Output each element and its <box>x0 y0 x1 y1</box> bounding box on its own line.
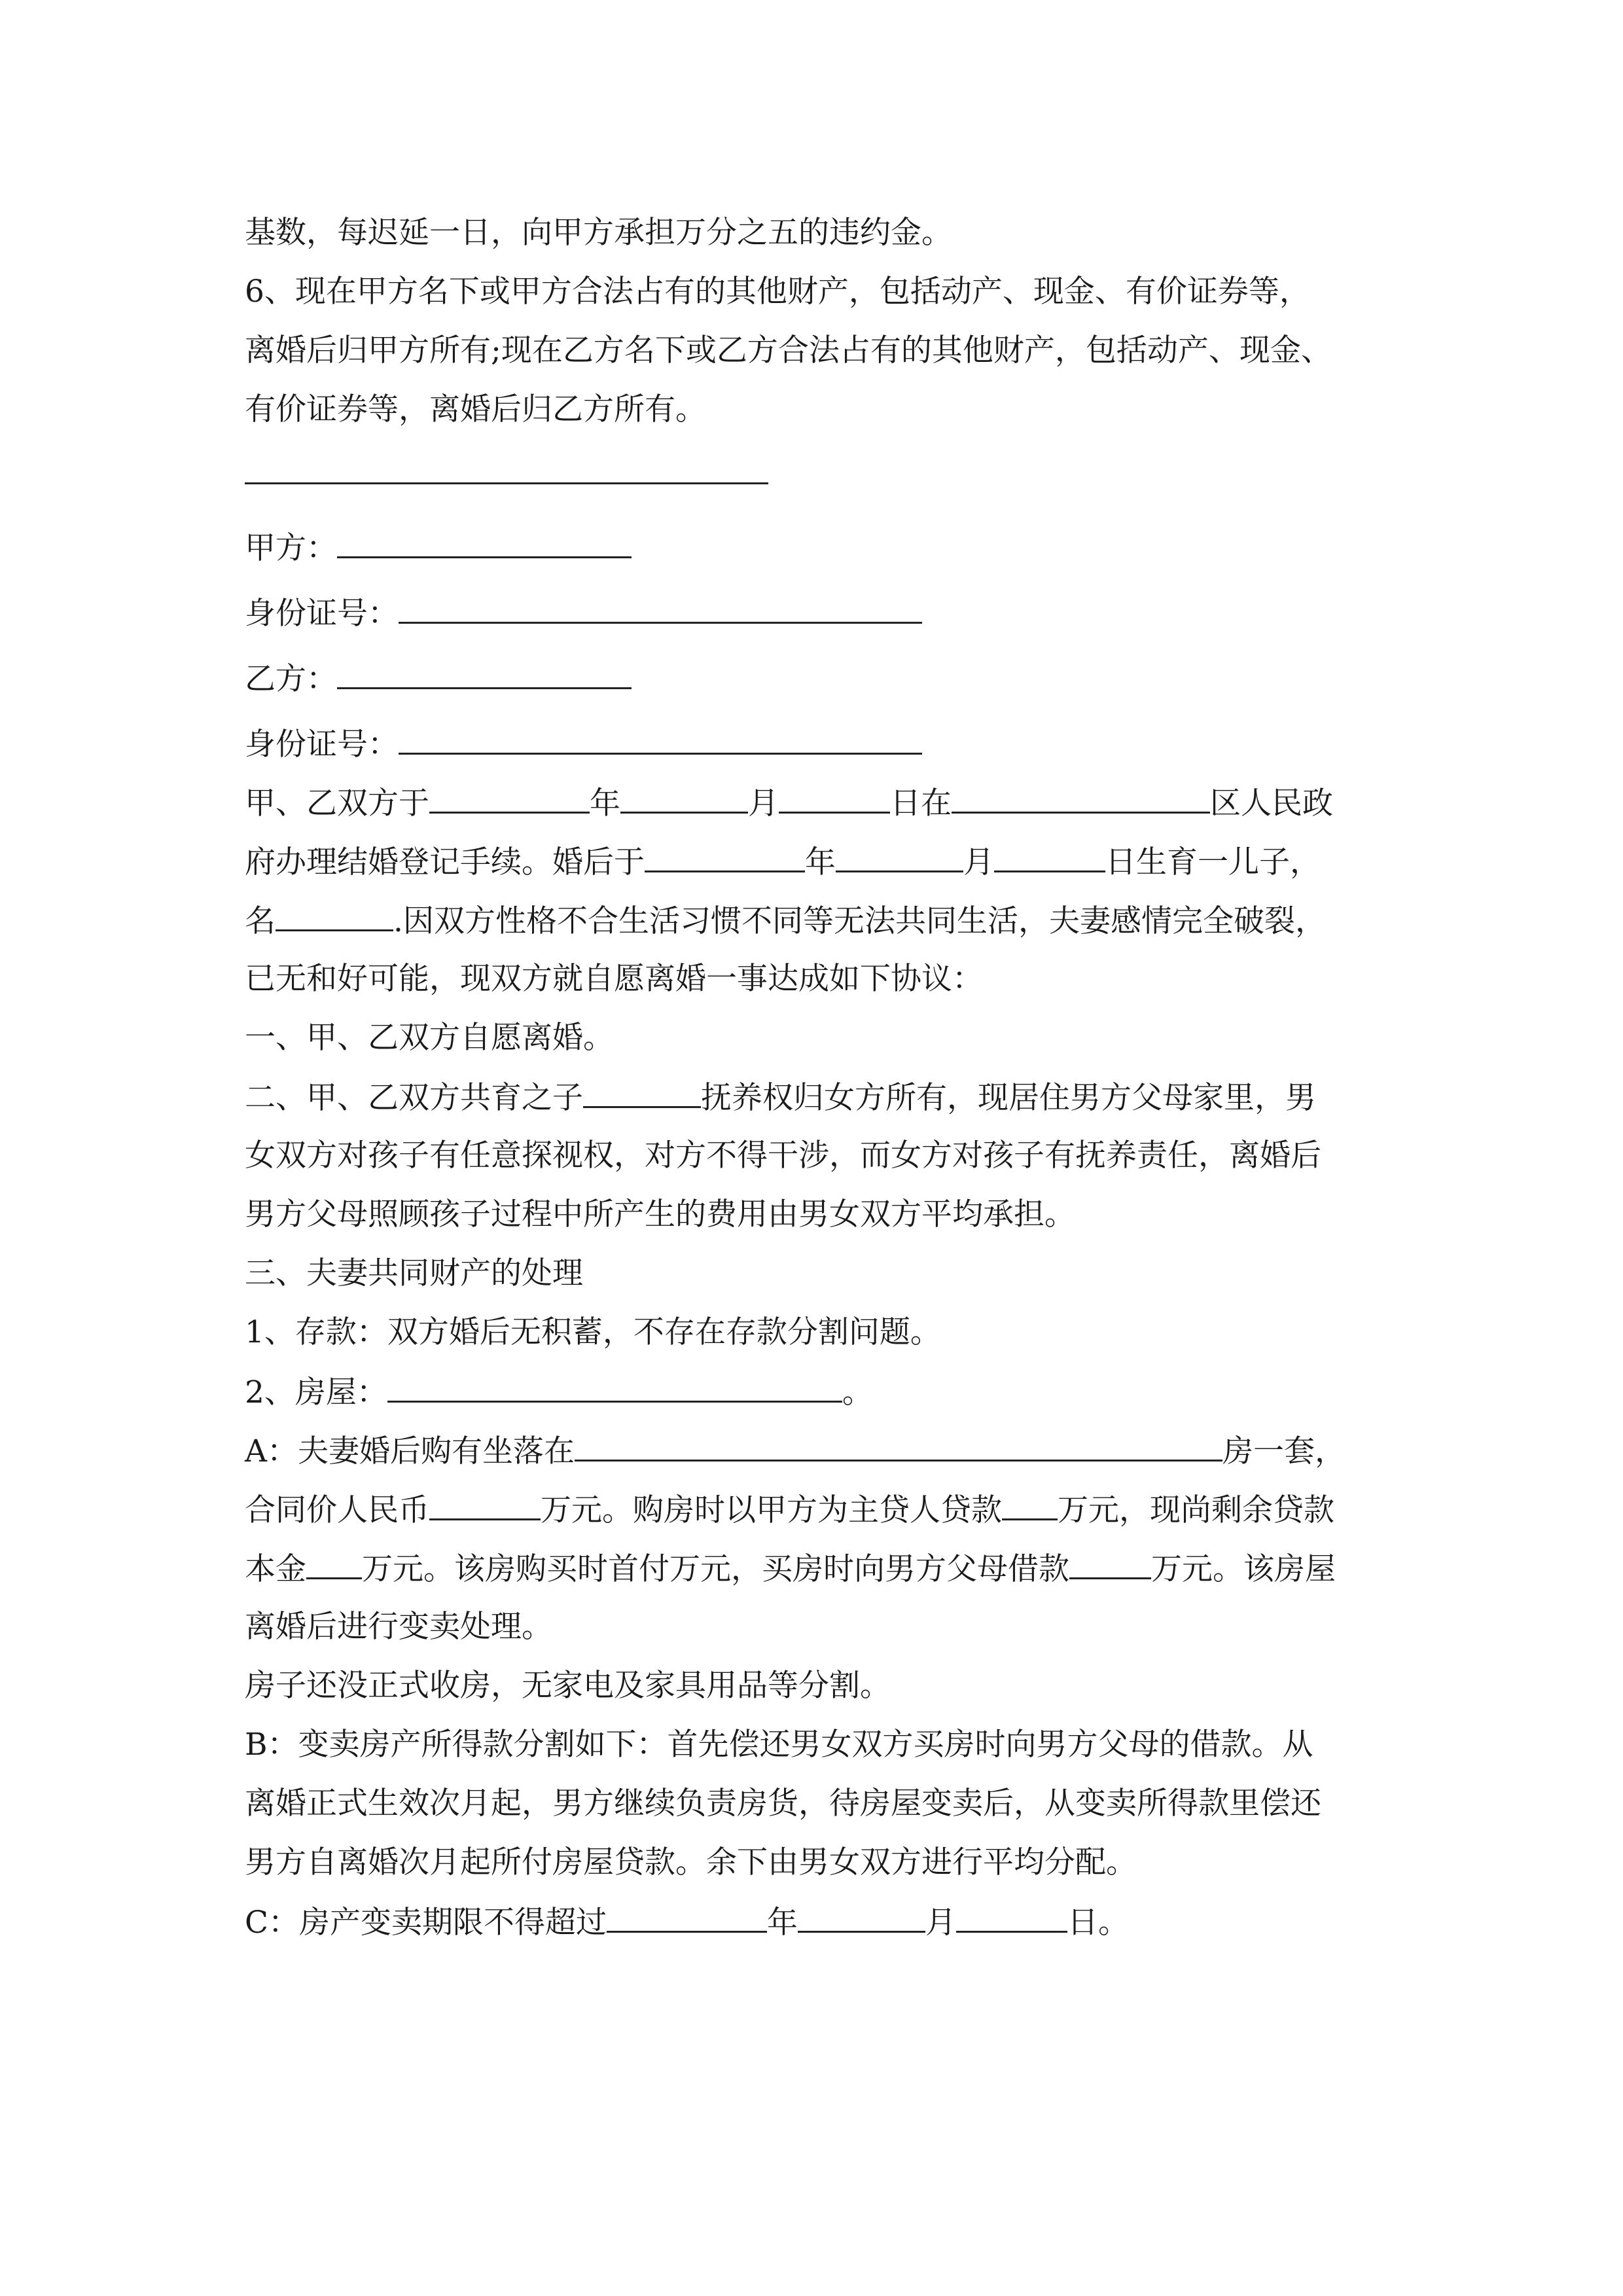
party-b-id-blank[interactable] <box>399 724 922 755</box>
article-3-heading: 三、夫妻共同财产的处理 <box>245 1255 583 1291</box>
clause-6-line-2: 离婚后归甲方所有;现在乙方名下或乙方合法占有的其他财产，包括动产、现金、 <box>245 332 1332 368</box>
clause-6-line-3: 有价证券等，离婚后归乙方所有。 <box>245 391 706 427</box>
marriage-month-blank[interactable] <box>620 783 748 814</box>
article-3-item-2: 2、房屋： 。 <box>245 1372 873 1411</box>
clause-a-line-3: 本金 万元。该房购买时首付万元，买房时向男方父母借款 万元。该房屋 <box>245 1549 1336 1588</box>
clause-b-line-1: B：变卖房产所得款分割如下：首先偿还男女双方买房时向男方父母的借款。从 <box>245 1727 1313 1763</box>
article-2-line-3: 男方父母照顾孩子过程中所产生的费用由男女双方平均承担。 <box>245 1196 1075 1232</box>
clause-a-line-4: 离婚后进行变卖处理。 <box>245 1609 552 1645</box>
intro-line-2: 府办理结婚登记手续。婚后于 年 月 日生育一儿子， <box>245 842 1321 881</box>
parents-loan-blank[interactable] <box>1069 1549 1151 1579</box>
clause-5-tail: 基数，每迟延一日，向甲方承担万分之五的违约金。 <box>245 215 952 251</box>
contract-price-blank[interactable] <box>429 1490 541 1520</box>
article-2-line-2: 女双方对孩子有任意探视权，对方不得干涉，而女方对孩子有抚养责任，离婚后 <box>245 1138 1321 1174</box>
intro-line-4: 已无和好可能，现双方就自愿离婚一事达成如下协议： <box>245 961 983 997</box>
party-a-name-blank[interactable] <box>337 528 632 558</box>
birth-month-blank[interactable] <box>836 842 963 872</box>
article-3-item-1: 1、存款：双方婚后无积蓄，不存在存款分割问题。 <box>245 1314 941 1350</box>
clause-6-line-1: 6、现在甲方名下或甲方合法占有的其他财产，包括动产、现金、有价证券等， <box>245 274 1310 310</box>
sale-deadline-year-blank[interactable] <box>607 1902 767 1933</box>
party-a-id-blank[interactable] <box>399 593 922 624</box>
article-2-line-1: 二、甲、乙双方共育之子 抚养权归女方所有，现居住男方父母家里，男 <box>245 1077 1316 1117</box>
party-a-id-row: 身份证号： <box>245 593 922 632</box>
house-blank[interactable] <box>387 1372 842 1403</box>
marriage-day-blank[interactable] <box>779 783 890 814</box>
clause-b-line-2: 离婚正式生效次月起，男方继续负责房货，待房屋变卖后，从变卖所得款里偿还 <box>245 1785 1321 1821</box>
clause-c-line-1: C：房产变卖期限不得超过 年 月 日。 <box>245 1902 1129 1941</box>
sale-deadline-day-blank[interactable] <box>956 1902 1067 1933</box>
party-b-name-row: 乙方： <box>245 658 632 698</box>
sale-deadline-month-blank[interactable] <box>798 1902 925 1933</box>
intro-line-1: 甲、乙双方于 年 月 日在 区人民政 <box>245 783 1333 822</box>
marriage-year-blank[interactable] <box>429 783 590 814</box>
child-name-blank[interactable] <box>583 1077 701 1108</box>
clause-a-line-1: A：夫妻婚后购有坐落在 房一套， <box>245 1431 1346 1470</box>
clause-b-line-3: 男方自离婚次月起所付房屋贷款。余下由男女双方进行平均分配。 <box>245 1844 1137 1880</box>
birth-day-blank[interactable] <box>994 842 1105 872</box>
party-a-name-row: 甲方： <box>245 528 632 567</box>
party-b-name-blank[interactable] <box>337 658 632 689</box>
clause-a-line-2: 合同价人民币 万元。购房时以甲方为主贷人贷款 万元，现尚剩余贷款 <box>245 1490 1334 1529</box>
intro-line-3: 名 .因双方性格不合生活习惯不同等无法共同生活，夫妻感情完全破裂， <box>245 901 1326 940</box>
house-note: 房子还没正式收房，无家电及家具用品等分割。 <box>245 1668 891 1704</box>
marriage-district-blank[interactable] <box>952 783 1210 814</box>
birth-year-blank[interactable] <box>645 842 805 872</box>
party-b-id-row: 身份证号： <box>245 724 922 763</box>
son-name-blank[interactable] <box>276 901 393 931</box>
article-1: 一、甲、乙双方自愿离婚。 <box>245 1020 614 1056</box>
loan-amount-blank[interactable] <box>1002 1490 1058 1520</box>
section-divider <box>245 482 768 484</box>
remaining-principal-blank[interactable] <box>306 1549 362 1579</box>
house-location-blank[interactable] <box>575 1431 1222 1462</box>
